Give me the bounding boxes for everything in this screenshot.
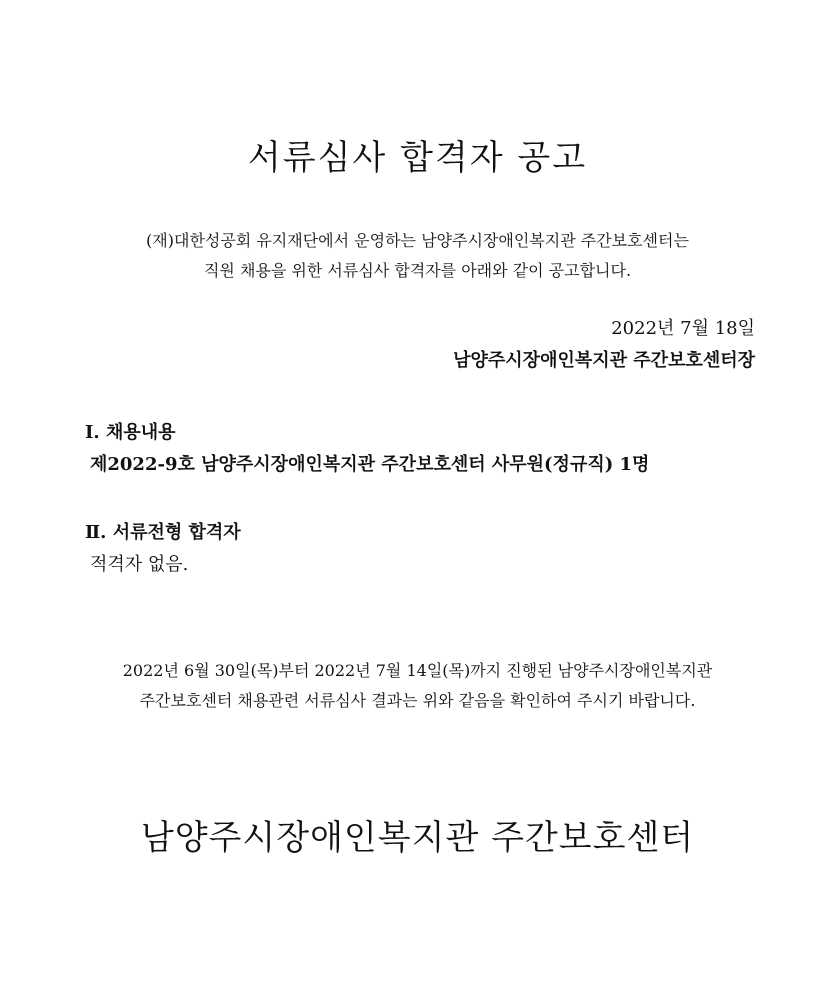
closing-line-2: 주간보호센터 채용관련 서류심사 결과는 위와 같음을 확인하여 주시기 바랍니다. [139,691,696,710]
section2-body: 적격자 없음. [90,554,189,575]
section1-body: 제2022-9호 남양주시장애인복지관 주간보호센터 사무원(정규직) 1명 [90,454,650,475]
notice-date: 2022년 7월 18일 [611,318,755,339]
issuer-name: 남양주시장애인복지관 주간보호센터장 [453,350,755,371]
footer-organization: 남양주시장애인복지관 주간보호센터 [140,818,695,858]
intro-line-1: (재)대한성공회 유지재단에서 운영하는 남양주시장애인복지관 주간보호센터는 [146,231,689,250]
notice-title: 서류심사 합격자 공고 [247,138,588,178]
closing-line-1: 2022년 6월 30일(목)부터 2022년 7월 14일(목)까지 진행된 남양주시장애인복지관 [122,661,713,680]
section2-heading: Ⅱ. 서류전형 합격자 [85,522,241,543]
section1-heading: Ⅰ. 채용내용 [85,422,176,443]
intro-line-2: 직원 채용을 위한 서류심사 합격자를 아래와 같이 공고합니다. [203,261,632,280]
